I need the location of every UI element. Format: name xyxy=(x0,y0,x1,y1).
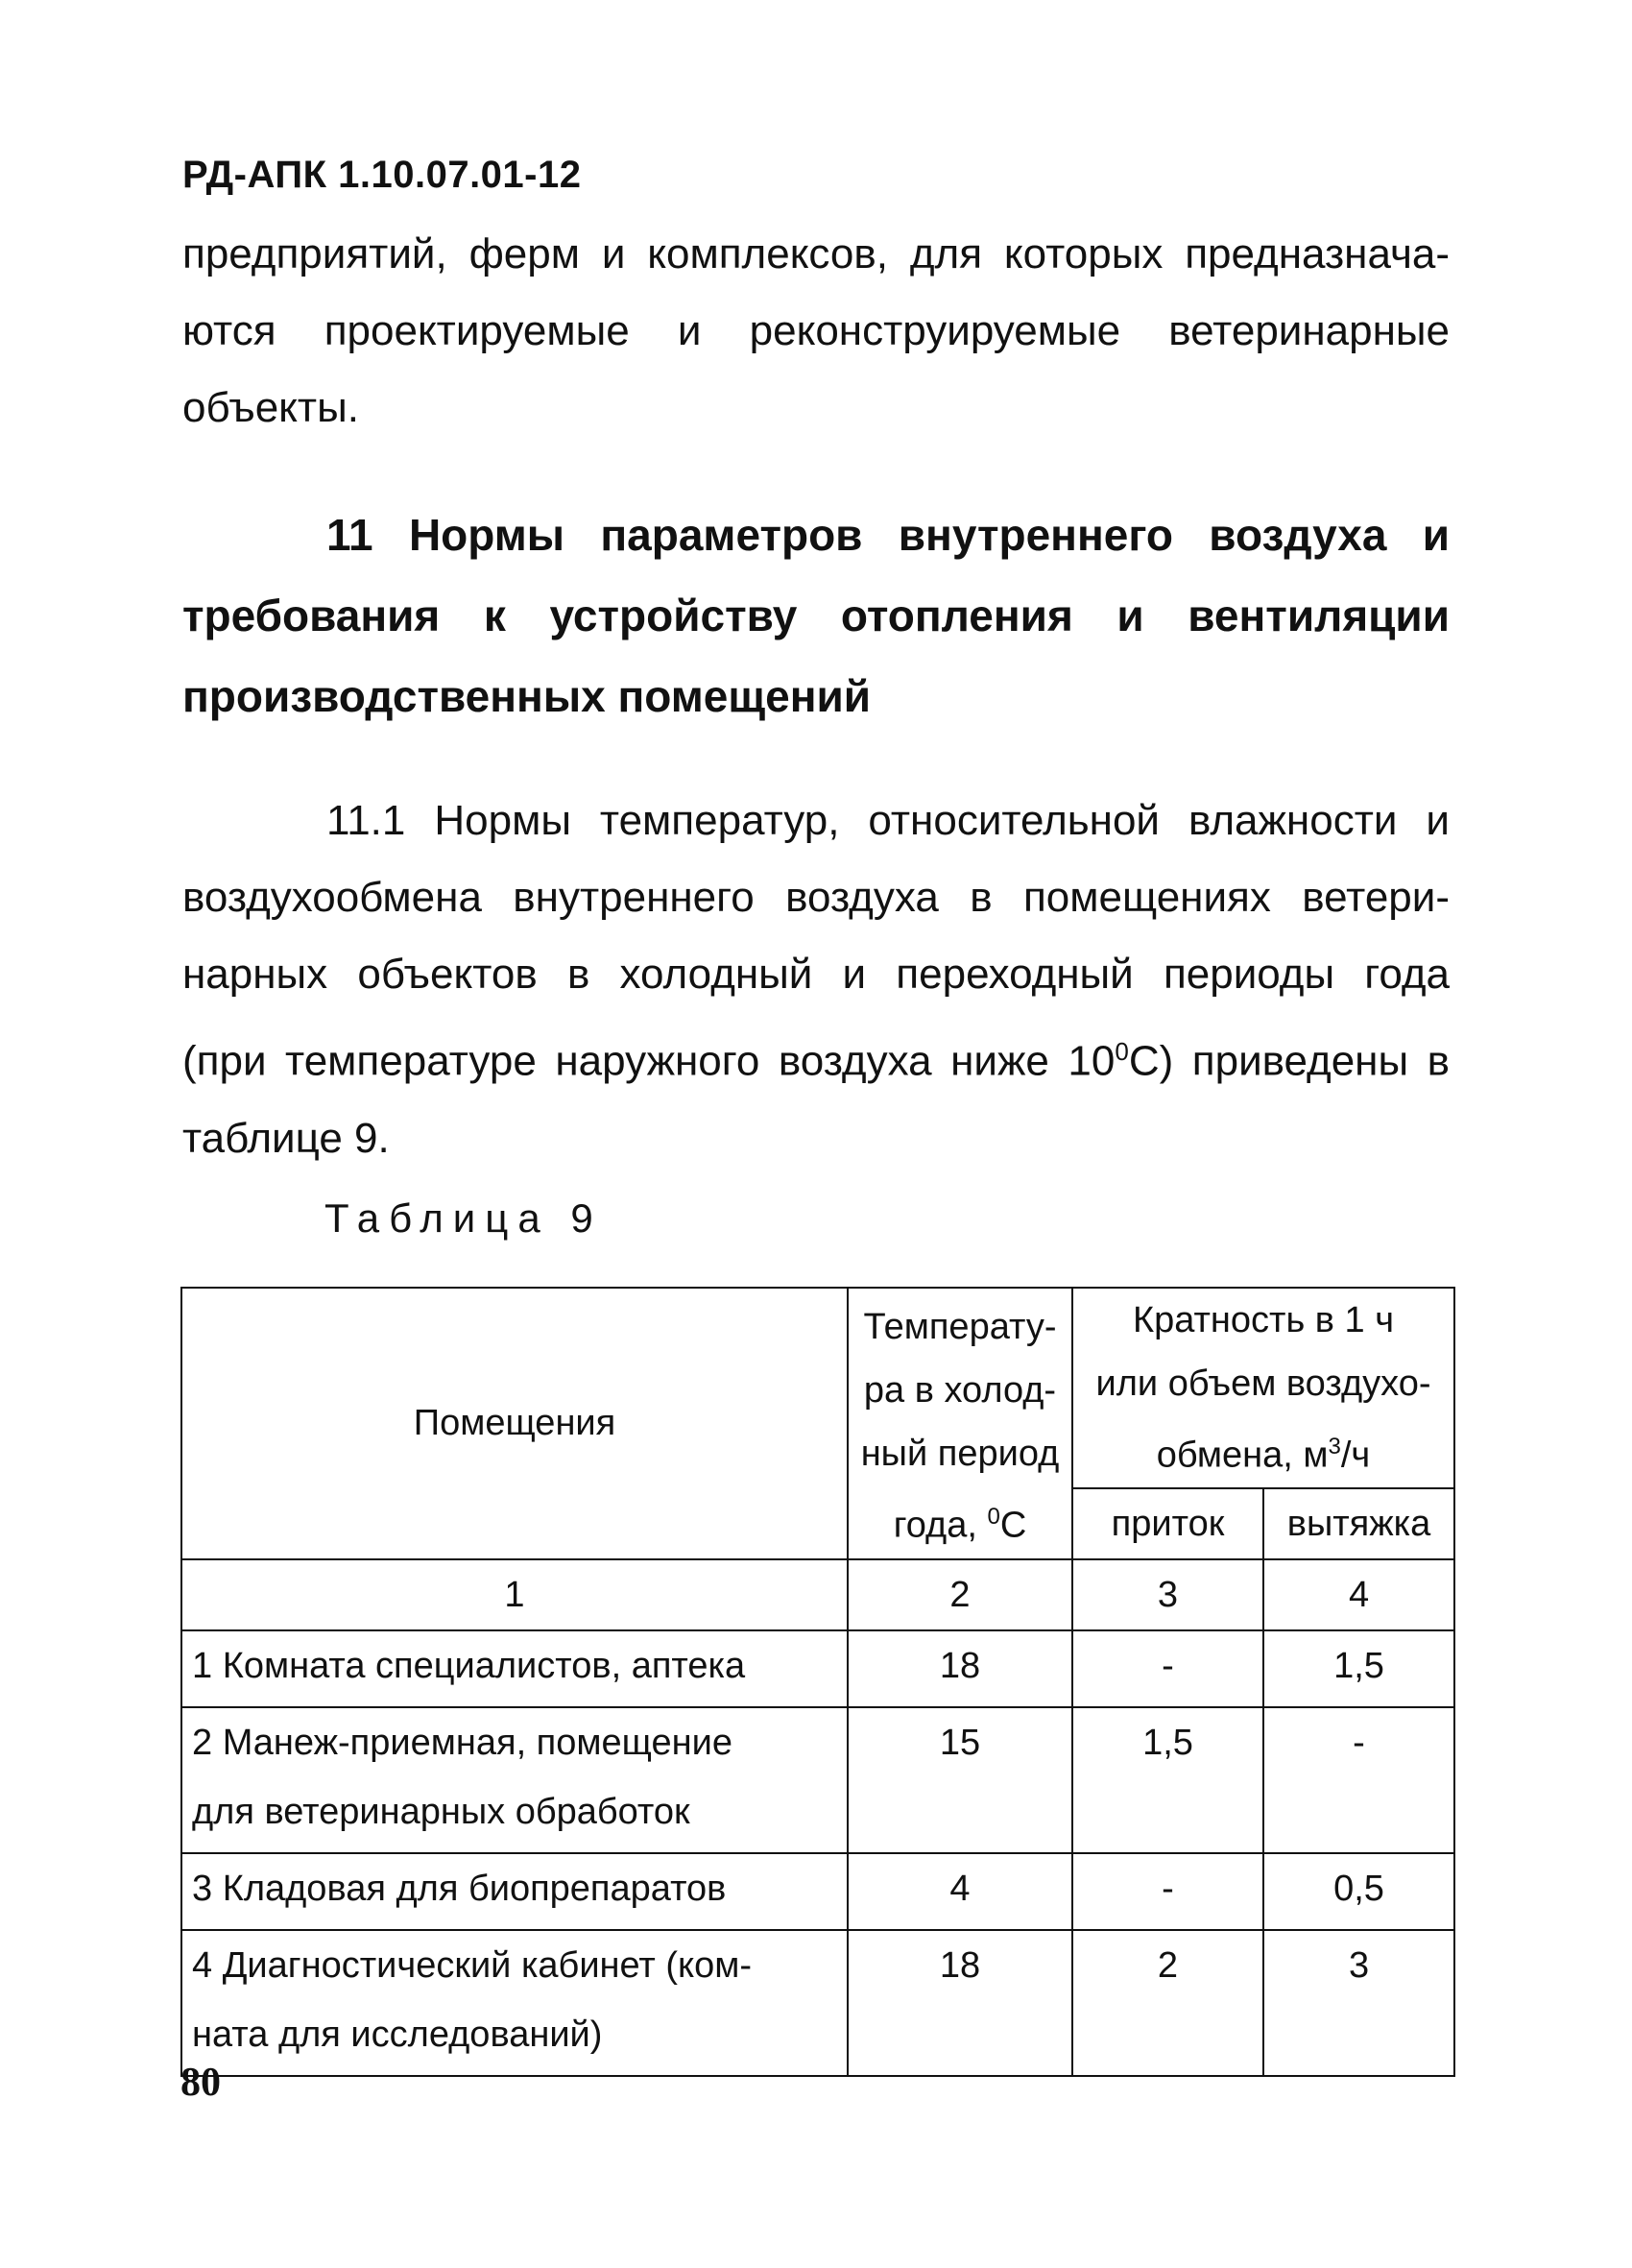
text-line: нарных объектов в холодный и переходный периоды года xyxy=(182,951,1450,998)
text-line: воздухообмена внутреннего воздуха в помещениях ветери- xyxy=(182,874,1450,921)
supply-cell: 2 xyxy=(1072,1930,1263,2076)
name-line: 2 Манеж-приемная, помещение xyxy=(192,1722,732,1763)
supply-cell: - xyxy=(1072,1853,1263,1930)
text-line xyxy=(182,1013,1450,1100)
header-line: Кратность в 1 ч xyxy=(1132,1300,1395,1340)
text-line: предприятий, ферм и комплексов, для которых предназнача- xyxy=(182,230,1450,277)
table-9 xyxy=(180,1287,1455,2077)
section-heading xyxy=(182,495,1450,736)
header-rooms: Помещения xyxy=(181,1288,848,1559)
text-line: 11.1 Нормы температур, относительной влажности и xyxy=(326,797,1450,844)
superscript: 0 xyxy=(1115,1037,1129,1066)
text-fragment: /ч xyxy=(1340,1435,1371,1476)
column-number: 2 xyxy=(848,1559,1072,1630)
text-fragment: (при температуре наружного воздуха ниже 10 xyxy=(182,1037,1116,1085)
header-exhaust: вытяжка xyxy=(1263,1488,1454,1559)
heading-line: требования к устройству отопления и вентиляции xyxy=(182,591,1450,640)
table-caption: Таблица 9 xyxy=(324,1195,603,1241)
table-row xyxy=(181,1630,1454,1707)
supply-cell: 1,5 xyxy=(1072,1707,1263,1853)
column-number: 1 xyxy=(181,1559,848,1630)
header-line: Температу- xyxy=(863,1307,1057,1347)
column-number: 4 xyxy=(1263,1559,1454,1630)
column-number-row xyxy=(181,1559,1454,1630)
header-line xyxy=(858,1485,1062,1557)
temperature-cell: 15 xyxy=(848,1707,1072,1853)
header-line: или объем воздухо- xyxy=(1095,1363,1431,1404)
superscript: 0 xyxy=(987,1504,1000,1530)
temperature-cell: 18 xyxy=(848,1930,1072,2076)
exhaust-cell: 3 xyxy=(1263,1930,1454,2076)
page-number: 80 xyxy=(180,2061,221,2105)
name-line: 3 Кладовая для биопрепаратов xyxy=(192,1868,727,1909)
temperature-cell: 18 xyxy=(848,1630,1072,1707)
text-fragment: года, xyxy=(893,1505,988,1546)
name-line: ната для исследований) xyxy=(192,2014,603,2055)
exhaust-cell: 1,5 xyxy=(1263,1630,1454,1707)
document-code: РД-АПК 1.10.07.01-12 xyxy=(182,154,582,196)
text-fragment: С) приведены в xyxy=(1128,1037,1450,1085)
table-row xyxy=(181,1707,1454,1853)
exhaust-cell: 0,5 xyxy=(1263,1853,1454,1930)
text-line: таблице 9. xyxy=(182,1114,390,1162)
heading-line: 11 Нормы параметров внутреннего воздуха и xyxy=(326,510,1450,560)
header-exchange-rate xyxy=(1072,1288,1454,1488)
room-name xyxy=(181,1853,848,1930)
name-line: 1 Комната специалистов, аптека xyxy=(192,1645,746,1686)
header-line xyxy=(1083,1415,1444,1487)
table-row xyxy=(181,1853,1454,1930)
room-name xyxy=(181,1630,848,1707)
exhaust-cell: - xyxy=(1263,1707,1454,1853)
room-name xyxy=(181,1930,848,2076)
supply-cell: - xyxy=(1072,1630,1263,1707)
text-fragment: обмена, м xyxy=(1156,1435,1329,1476)
header-line: ра в холод- xyxy=(863,1370,1057,1411)
superscript: 3 xyxy=(1328,1434,1341,1460)
room-name xyxy=(181,1707,848,1853)
header-line: ный период xyxy=(860,1434,1060,1474)
header-supply: приток xyxy=(1072,1488,1263,1559)
column-number: 3 xyxy=(1072,1559,1263,1630)
header-temperature xyxy=(848,1288,1072,1559)
intro-paragraph xyxy=(182,216,1450,446)
paragraph-11-1 xyxy=(182,783,1450,1177)
table-row xyxy=(181,1930,1454,2076)
text-line: ются проектируемые и реконструируемые ветеринарные xyxy=(182,307,1450,354)
heading-line: производственных помещений xyxy=(182,671,872,721)
text-line: объекты. xyxy=(182,384,359,431)
temperature-cell: 4 xyxy=(848,1853,1072,1930)
text-fragment: С xyxy=(999,1505,1027,1546)
name-line: 4 Диагностический кабинет (ком- xyxy=(192,1944,752,1986)
name-line: для ветеринарных обработок xyxy=(192,1791,690,1832)
